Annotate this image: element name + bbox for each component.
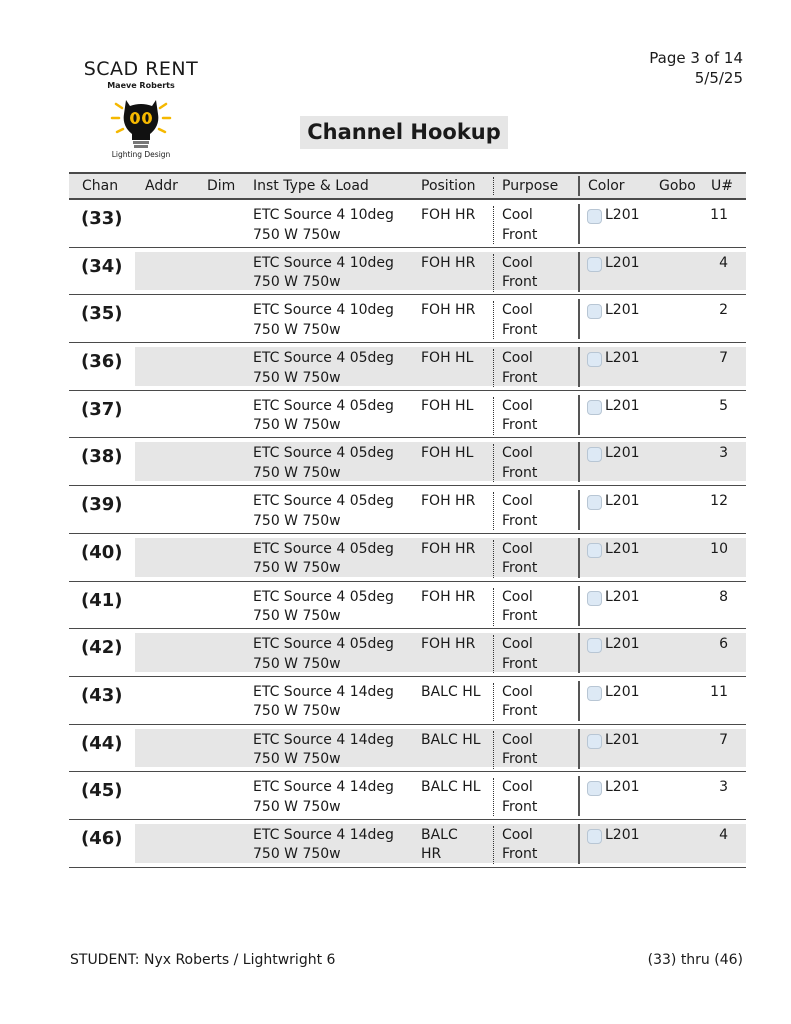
purpose-line-1: Cool bbox=[502, 683, 533, 700]
instrument-name: ETC Source 4 05deg bbox=[253, 397, 394, 414]
instrument-load: 750 W 750w bbox=[253, 274, 341, 291]
column-divider-solid bbox=[578, 681, 580, 721]
color-value: L201 bbox=[605, 254, 640, 271]
column-divider-dotted bbox=[493, 444, 494, 482]
color-swatch-icon bbox=[587, 495, 602, 510]
table-row bbox=[69, 438, 746, 486]
position-line-1: FOH HR bbox=[421, 493, 476, 510]
unit-number: 7 bbox=[719, 731, 728, 748]
instrument-load: 750 W 750w bbox=[253, 798, 341, 815]
channel-number: (43) bbox=[81, 684, 123, 706]
purpose bbox=[502, 635, 537, 674]
column-divider-solid bbox=[578, 299, 580, 339]
purpose-line-2: Front bbox=[502, 703, 538, 720]
color-value: L201 bbox=[605, 683, 640, 700]
purpose-line-1: Cool bbox=[502, 779, 533, 796]
position-line-1: BALC HL bbox=[421, 683, 481, 700]
color-swatch-icon bbox=[587, 591, 602, 606]
channel-number: (44) bbox=[81, 732, 123, 754]
color-value: L201 bbox=[605, 779, 640, 796]
column-header-color: Color bbox=[588, 178, 625, 194]
purpose-line-1: Cool bbox=[502, 588, 533, 605]
color-value: L201 bbox=[605, 826, 640, 843]
position-line-1: BALC HL bbox=[421, 779, 481, 796]
instrument-type bbox=[253, 349, 394, 388]
instrument-type bbox=[253, 206, 394, 245]
column-header-unit: U# bbox=[711, 178, 733, 194]
instrument-type bbox=[253, 540, 394, 579]
column-divider-dotted bbox=[493, 635, 494, 673]
table-row bbox=[69, 248, 746, 296]
unit-number: 8 bbox=[719, 588, 728, 605]
position bbox=[421, 444, 491, 464]
unit-number: 2 bbox=[719, 302, 728, 319]
channel-number: (39) bbox=[81, 494, 123, 516]
position bbox=[421, 826, 491, 865]
table-row bbox=[69, 629, 746, 677]
position-line-1: FOH HR bbox=[421, 636, 476, 653]
table-row bbox=[69, 343, 746, 391]
channel-number: (37) bbox=[81, 398, 123, 420]
unit-number: 5 bbox=[719, 397, 728, 414]
table-row bbox=[69, 391, 746, 439]
instrument-load: 750 W 750w bbox=[253, 846, 341, 863]
table-row bbox=[69, 582, 746, 630]
table-row bbox=[69, 725, 746, 773]
channel-number: (46) bbox=[81, 827, 123, 849]
instrument-type bbox=[253, 731, 394, 770]
instrument-type bbox=[253, 254, 394, 293]
purpose-line-2: Front bbox=[502, 608, 538, 624]
position-line-1: BALC bbox=[421, 826, 458, 843]
unit-number: 11 bbox=[710, 683, 728, 700]
column-divider-dotted bbox=[493, 177, 494, 195]
color-swatch-icon bbox=[587, 304, 602, 319]
color-swatch-icon bbox=[587, 686, 602, 701]
channel-number: (41) bbox=[81, 589, 123, 611]
channel-number: (34) bbox=[81, 255, 123, 277]
column-divider-dotted bbox=[493, 206, 494, 244]
purpose-line-1: Cool bbox=[502, 397, 533, 414]
instrument-load: 750 W 750w bbox=[253, 464, 341, 481]
column-divider-dotted bbox=[493, 349, 494, 387]
instrument-name: ETC Source 4 05deg bbox=[253, 540, 394, 557]
color-value: L201 bbox=[605, 350, 640, 367]
instrument-load: 750 W 750w bbox=[253, 560, 341, 577]
position bbox=[421, 254, 491, 274]
column-divider-dotted bbox=[493, 397, 494, 435]
table-row bbox=[69, 295, 746, 343]
color-swatch-icon bbox=[587, 352, 602, 367]
column-divider-solid bbox=[578, 490, 580, 530]
table-row bbox=[69, 534, 746, 582]
column-divider-dotted bbox=[493, 731, 494, 769]
position bbox=[421, 731, 491, 751]
instrument-name: ETC Source 4 05deg bbox=[253, 636, 394, 653]
purpose-line-1: Cool bbox=[502, 350, 533, 367]
column-divider-dotted bbox=[493, 778, 494, 816]
color-value: L201 bbox=[605, 302, 640, 319]
purpose-line-1: Cool bbox=[502, 207, 533, 223]
column-header-gobo: Gobo bbox=[659, 178, 696, 194]
color-value: L201 bbox=[605, 493, 640, 510]
purpose-line-2: Front bbox=[502, 560, 538, 577]
color-swatch-icon bbox=[587, 638, 602, 653]
instrument-type bbox=[253, 397, 394, 436]
table-row bbox=[69, 200, 746, 248]
column-divider-solid bbox=[578, 395, 580, 435]
column-divider-solid bbox=[578, 729, 580, 769]
color-swatch-icon bbox=[587, 543, 602, 558]
channel-number: (36) bbox=[81, 351, 123, 373]
instrument-load: 750 W 750w bbox=[253, 608, 341, 624]
table-row bbox=[69, 820, 746, 868]
table-row bbox=[69, 772, 746, 820]
purpose-line-2: Front bbox=[502, 464, 538, 481]
purpose-line-2: Front bbox=[502, 369, 538, 386]
position bbox=[421, 588, 491, 608]
position bbox=[421, 349, 491, 369]
unit-number: 10 bbox=[710, 540, 728, 557]
column-divider-solid bbox=[578, 442, 580, 482]
instrument-load: 750 W 750w bbox=[253, 226, 341, 243]
purpose bbox=[502, 540, 537, 579]
channel-number: (42) bbox=[81, 637, 123, 659]
column-divider-solid bbox=[578, 204, 580, 244]
brand-footer: Lighting Design bbox=[111, 150, 171, 159]
instrument-name: ETC Source 4 14deg bbox=[253, 779, 394, 796]
purpose bbox=[502, 731, 537, 770]
purpose bbox=[502, 826, 537, 865]
brand-block bbox=[76, 58, 206, 159]
page-title: Channel Hookup bbox=[300, 116, 508, 149]
page-info bbox=[649, 48, 743, 88]
purpose-line-1: Cool bbox=[502, 445, 533, 462]
footer-range: (33) thru (46) bbox=[647, 952, 743, 968]
color-value: L201 bbox=[605, 731, 640, 748]
column-header-purpose: Purpose bbox=[502, 178, 559, 194]
color-value: L201 bbox=[605, 207, 640, 223]
purpose bbox=[502, 683, 537, 722]
instrument-name: ETC Source 4 10deg bbox=[253, 302, 394, 319]
column-divider-solid bbox=[578, 538, 580, 578]
column-divider-dotted bbox=[493, 301, 494, 339]
position-line-1: FOH HR bbox=[421, 302, 476, 319]
instrument-type bbox=[253, 588, 394, 627]
purpose-line-1: Cool bbox=[502, 636, 533, 653]
column-divider-dotted bbox=[493, 254, 494, 292]
instrument-load: 750 W 750w bbox=[253, 703, 341, 720]
instrument-load: 750 W 750w bbox=[253, 512, 341, 529]
purpose-line-2: Front bbox=[502, 655, 538, 672]
purpose bbox=[502, 444, 537, 483]
purpose-line-1: Cool bbox=[502, 302, 533, 319]
purpose-line-1: Cool bbox=[502, 254, 533, 271]
position-line-2: HR bbox=[421, 846, 442, 863]
instrument-load: 750 W 750w bbox=[253, 751, 341, 768]
position bbox=[421, 492, 491, 512]
purpose-line-2: Front bbox=[502, 321, 538, 338]
brand-title: SCAD RENT bbox=[83, 58, 199, 80]
table-row bbox=[69, 677, 746, 725]
instrument-name: ETC Source 4 05deg bbox=[253, 445, 394, 462]
purpose bbox=[502, 492, 537, 531]
position bbox=[421, 206, 491, 226]
color-swatch-icon bbox=[587, 447, 602, 462]
purpose bbox=[502, 301, 537, 340]
column-divider-solid bbox=[578, 347, 580, 387]
purpose bbox=[502, 254, 537, 293]
purpose-line-1: Cool bbox=[502, 731, 533, 748]
unit-number: 4 bbox=[719, 254, 728, 271]
instrument-name: ETC Source 4 10deg bbox=[253, 254, 394, 271]
column-header-addr: Addr bbox=[145, 178, 178, 194]
position-line-1: BALC HL bbox=[421, 731, 481, 748]
column-divider-solid bbox=[578, 586, 580, 626]
position-line-1: FOH HR bbox=[421, 540, 476, 557]
instrument-type bbox=[253, 301, 394, 340]
instrument-load: 750 W 750w bbox=[253, 655, 341, 672]
instrument-type bbox=[253, 492, 394, 531]
color-swatch-icon bbox=[587, 400, 602, 415]
instrument-type bbox=[253, 444, 394, 483]
table-header bbox=[69, 172, 746, 200]
position-line-1: FOH HR bbox=[421, 207, 476, 223]
purpose-line-2: Front bbox=[502, 417, 538, 434]
column-divider-dotted bbox=[493, 826, 494, 864]
unit-number: 7 bbox=[719, 350, 728, 367]
purpose-line-1: Cool bbox=[502, 493, 533, 510]
position bbox=[421, 778, 491, 798]
unit-number: 6 bbox=[719, 636, 728, 653]
color-value: L201 bbox=[605, 636, 640, 653]
position bbox=[421, 635, 491, 655]
purpose bbox=[502, 588, 537, 627]
purpose bbox=[502, 349, 537, 388]
column-divider-solid bbox=[578, 252, 580, 292]
instrument-name: ETC Source 4 14deg bbox=[253, 731, 394, 748]
unit-number: 11 bbox=[710, 207, 728, 223]
instrument-type bbox=[253, 635, 394, 674]
column-divider-dotted bbox=[493, 588, 494, 626]
color-value: L201 bbox=[605, 445, 640, 462]
brand-subtitle: Maeve Roberts bbox=[107, 81, 175, 90]
channel-number: (45) bbox=[81, 780, 123, 802]
footer-student: STUDENT: Nyx Roberts / Lightwright 6 bbox=[70, 952, 336, 968]
color-swatch-icon bbox=[587, 829, 602, 844]
position-line-1: FOH HL bbox=[421, 350, 474, 367]
purpose-line-2: Front bbox=[502, 751, 538, 768]
position bbox=[421, 683, 491, 703]
column-header-inst: Inst Type & Load bbox=[253, 178, 369, 194]
column-divider-solid bbox=[578, 633, 580, 673]
channel-number: (40) bbox=[81, 541, 123, 563]
table-body bbox=[69, 200, 746, 868]
position bbox=[421, 540, 491, 560]
color-swatch-icon bbox=[587, 257, 602, 272]
purpose-line-2: Front bbox=[502, 798, 538, 815]
position-line-1: FOH HL bbox=[421, 445, 474, 462]
page-number: Page 3 of 14 bbox=[649, 49, 743, 67]
unit-number: 3 bbox=[719, 445, 728, 462]
instrument-name: ETC Source 4 05deg bbox=[253, 588, 394, 605]
color-swatch-icon bbox=[587, 781, 602, 796]
cat-lightbulb-icon bbox=[106, 92, 176, 150]
instrument-load: 750 W 750w bbox=[253, 369, 341, 386]
position bbox=[421, 301, 491, 321]
color-swatch-icon bbox=[587, 209, 602, 224]
instrument-type bbox=[253, 683, 394, 722]
position-line-1: FOH HR bbox=[421, 254, 476, 271]
color-value: L201 bbox=[605, 540, 640, 557]
position bbox=[421, 397, 491, 417]
color-value: L201 bbox=[605, 397, 640, 414]
unit-number: 12 bbox=[710, 493, 728, 510]
column-header-position: Position bbox=[421, 178, 476, 194]
table-row bbox=[69, 486, 746, 534]
column-divider-dotted bbox=[493, 683, 494, 721]
color-value: L201 bbox=[605, 588, 640, 605]
position-line-1: FOH HR bbox=[421, 588, 476, 605]
column-divider-dotted bbox=[493, 492, 494, 530]
channel-number: (33) bbox=[81, 208, 123, 229]
column-header-chan: Chan bbox=[82, 178, 119, 194]
channel-number: (38) bbox=[81, 446, 123, 468]
unit-number: 3 bbox=[719, 779, 728, 796]
column-divider-solid bbox=[578, 824, 580, 864]
instrument-load: 750 W 750w bbox=[253, 417, 341, 434]
instrument-type bbox=[253, 826, 394, 865]
instrument-name: ETC Source 4 10deg bbox=[253, 207, 394, 223]
position-line-1: FOH HL bbox=[421, 397, 474, 414]
color-swatch-icon bbox=[587, 734, 602, 749]
purpose-line-2: Front bbox=[502, 846, 538, 863]
channel-number: (35) bbox=[81, 303, 123, 325]
column-divider-solid bbox=[578, 176, 580, 196]
instrument-load: 750 W 750w bbox=[253, 321, 341, 338]
instrument-name: ETC Source 4 14deg bbox=[253, 683, 394, 700]
purpose-line-2: Front bbox=[502, 274, 538, 291]
page-date: 5/5/25 bbox=[694, 69, 743, 87]
purpose bbox=[502, 397, 537, 436]
purpose bbox=[502, 206, 537, 245]
purpose-line-2: Front bbox=[502, 512, 538, 529]
instrument-name: ETC Source 4 05deg bbox=[253, 350, 394, 367]
column-divider-dotted bbox=[493, 540, 494, 578]
instrument-name: ETC Source 4 14deg bbox=[253, 826, 394, 843]
unit-number: 4 bbox=[719, 826, 728, 843]
channel-hookup-table bbox=[69, 172, 746, 868]
purpose bbox=[502, 778, 537, 817]
instrument-type bbox=[253, 778, 394, 817]
purpose-line-1: Cool bbox=[502, 540, 533, 557]
purpose-line-2: Front bbox=[502, 226, 538, 243]
column-divider-solid bbox=[578, 776, 580, 816]
column-header-dim: Dim bbox=[207, 178, 236, 194]
purpose-line-1: Cool bbox=[502, 826, 533, 843]
instrument-name: ETC Source 4 05deg bbox=[253, 493, 394, 510]
